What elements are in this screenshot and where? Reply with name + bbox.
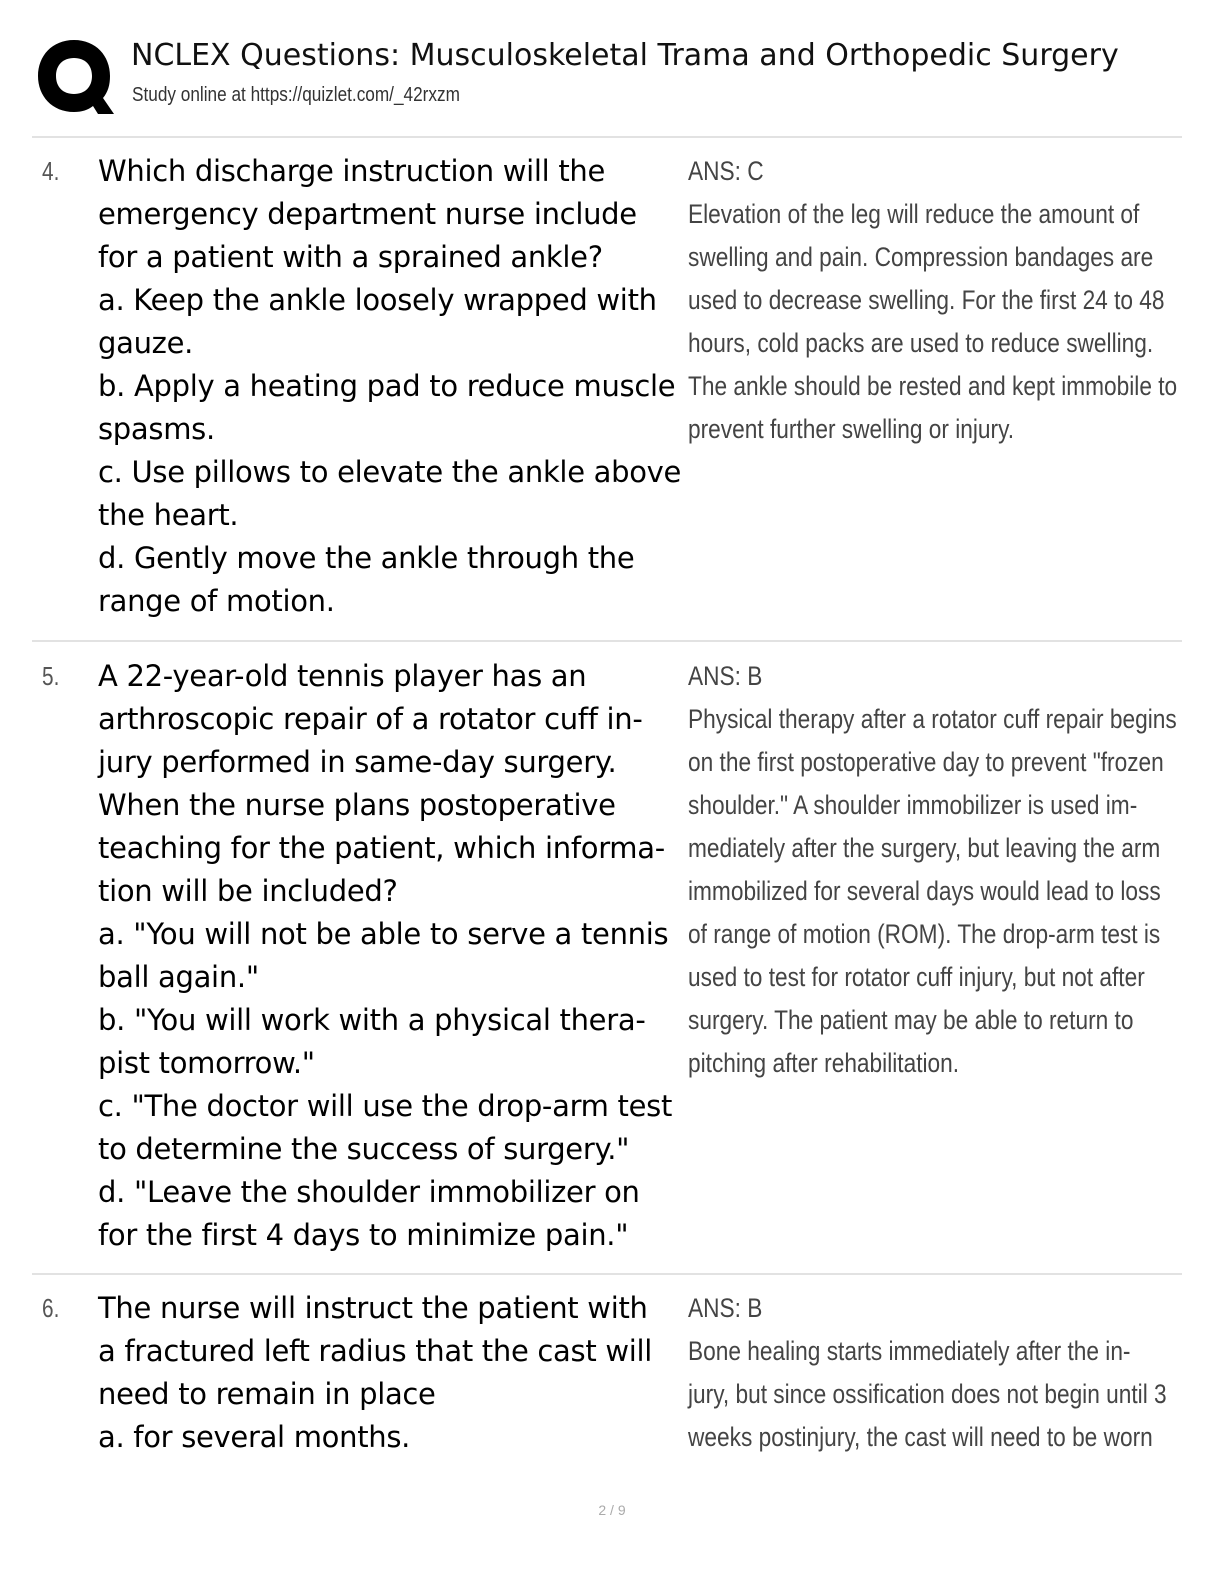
question-line: teaching for the patient, which informa- [98,831,665,865]
question-line: The nurse will instruct the patient with [98,1291,648,1325]
answer-line: Bone healing starts immediately after the in- [688,1336,1131,1366]
question-line: gauze. [98,326,194,360]
answer-line: ANS: C [688,156,764,186]
answer-line: ANS: B [688,1293,763,1323]
question-line: a fractured left radius that the cast will [98,1334,653,1368]
question-line: d. "Leave the shoulder immobilizer on [98,1175,640,1209]
page-header [32,30,1182,114]
answer-line: mediately after the surgery, but leaving the arm [688,833,1161,863]
card-number: 5. [42,661,60,691]
answer-line: used to decrease swelling. For the first 24 to 48 [688,285,1165,315]
page-number: 2 / 9 [598,1502,626,1518]
question-line: pist tomorrow." [98,1046,315,1080]
answer-text [688,1287,1167,1459]
answer-text [688,655,1177,1085]
question-line: c. Use pillows to elevate the ankle above [98,455,682,489]
question-line: tion will be included? [98,874,398,908]
card-number: 6. [42,1293,60,1323]
question-line: for the first 4 days to minimize pain." [98,1218,629,1252]
question-line: a. for several months. [98,1420,411,1454]
answer-line: of range of motion (ROM). The drop-arm test is [688,919,1161,949]
answer-line: immobilized for several days would lead to loss [688,876,1161,906]
card-divider [32,640,1182,642]
answer-line: shoulder." A shoulder immobilizer is used im- [688,790,1138,820]
answer-line: weeks postinjury, the cast will need to be worn [688,1422,1153,1452]
answer-line: Elevation of the leg will reduce the amount of [688,199,1140,229]
question-line: need to remain in place [98,1377,436,1411]
answer-line: used to test for rotator cuff injury, but not after [688,962,1145,992]
answer-line: prevent further swelling or injury. [688,414,1015,444]
quizlet-q-logo-icon [32,34,116,118]
question-line: d. Gently move the ankle through the [98,541,635,575]
study-online-link[interactable]: Study online at https://quizlet.com/_42rxzm [132,84,460,106]
question-line: a. Keep the ankle loosely wrapped with [98,283,657,317]
question-line: emergency department nurse include [98,197,637,231]
answer-line: hours, cold packs are used to reduce swelling. [688,328,1154,358]
question-text [98,1287,698,1459]
answer-line: pitching after rehabilitation. [688,1048,960,1078]
question-line: A 22-year-old tennis player has an [98,659,587,693]
question-line: a. "You will not be able to serve a tennis [98,917,669,951]
question-line: arthroscopic repair of a rotator cuff in- [98,702,643,736]
question-line: the heart. [98,498,239,532]
header-divider [32,136,1182,138]
answer-line: swelling and pain. Compression bandages are [688,242,1154,272]
question-line: to determine the success of surgery." [98,1132,630,1166]
answer-line: jury, but since ossification does not begin until 3 [688,1379,1167,1409]
question-text [98,655,698,1257]
question-line: jury performed in same-day surgery. [98,745,617,779]
answer-text [688,150,1178,451]
answer-line: on the first postoperative day to prevent "frozen [688,747,1164,777]
question-line: for a patient with a sprained ankle? [98,240,603,274]
page-title: NCLEX Questions: Musculoskeletal Trama and Orthopedic Surgery [131,38,1119,73]
question-line: When the nurse plans postoperative [98,788,616,822]
question-line: b. Apply a heating pad to reduce muscle [98,369,676,403]
card-divider [32,1273,1182,1275]
question-line: range of motion. [98,584,335,618]
question-text [98,150,698,623]
question-line: c. "The doctor will use the drop-arm test [98,1089,673,1123]
answer-line: Physical therapy after a rotator cuff repair begins [688,704,1177,734]
answer-line: The ankle should be rested and kept immobile to [688,371,1178,401]
question-line: Which discharge instruction will the [98,154,606,188]
answer-line: ANS: B [688,661,763,691]
question-line: spasms. [98,412,215,446]
card-number: 4. [42,156,60,186]
question-line: b. "You will work with a physical thera- [98,1003,646,1037]
question-line: ball again." [98,960,259,994]
answer-line: surgery. The patient may be able to return to [688,1005,1134,1035]
